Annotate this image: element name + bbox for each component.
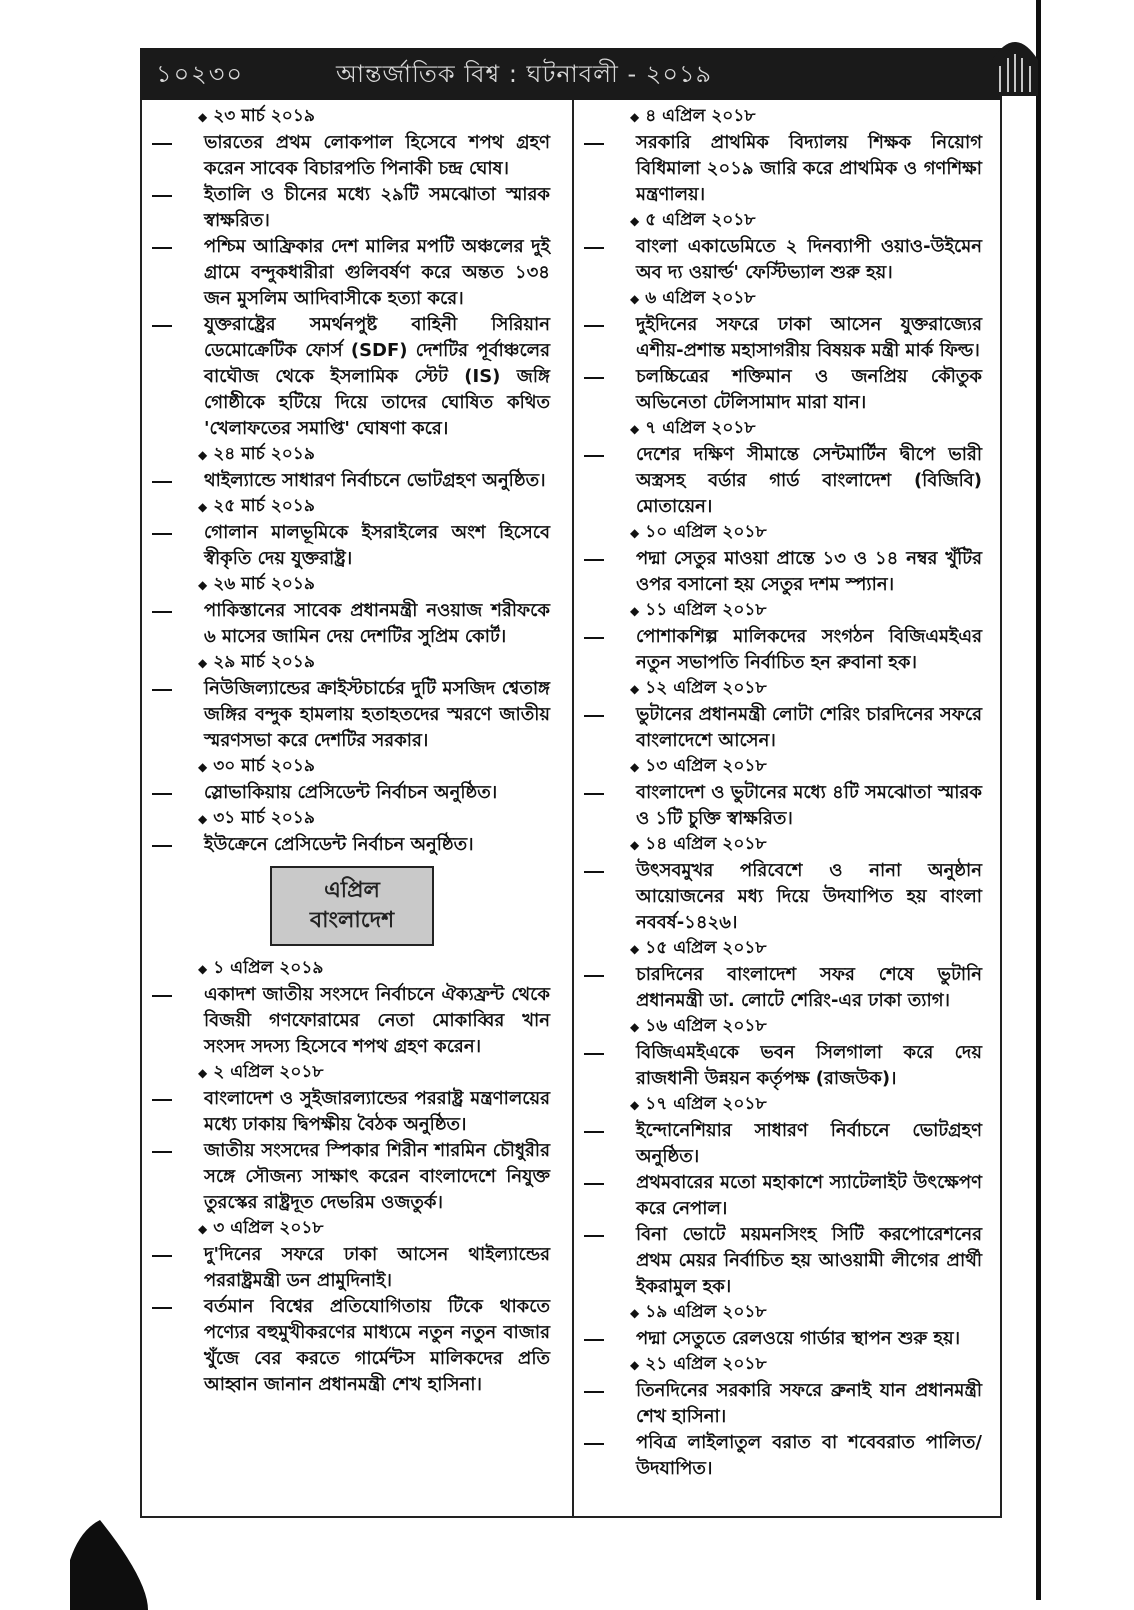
section-heading-box (270, 866, 434, 946)
page-number: ১০২৩০ (156, 60, 244, 88)
entry-date: ◆ ২১ এপ্রিল ২০১৮ (630, 1352, 982, 1378)
event-item (150, 520, 550, 572)
dash-marker (584, 1131, 604, 1133)
dash-marker (152, 325, 172, 327)
dash-marker (152, 143, 172, 145)
event-item (582, 234, 982, 286)
dash-marker (152, 247, 172, 249)
entry-date: ◆ ১৯ এপ্রিল ২০১৮ (630, 1300, 982, 1326)
dash-marker (584, 975, 604, 977)
event-item (582, 442, 982, 520)
event-text: বিজিএমইএকে ভবন সিলগালা করে দেয় রাজধানী উন্নয়ন কর্তৃপক্ষ (রাজউক)। (636, 1042, 982, 1089)
dash-marker (584, 1235, 604, 1237)
event-text: পশ্চিম আফ্রিকার দেশ মালির মপটি অঞ্চলের দুই গ্রামে বন্দুকধারীরা গুলিবর্ষণ করে অন্তত ১৩৪ জন মুসলিম আদিবাসীকে হত্যা করে। (204, 236, 550, 309)
entry-date: ◆ ৩ এপ্রিল ২০১৮ (198, 1216, 550, 1242)
dash-marker (152, 195, 172, 197)
event-text: যুক্তরাষ্ট্রের সমর্থনপুষ্ট বাহিনী সিরিয়ান ডেমোক্রেটিক ফোর্স (SDF) দেশটির পূর্বাঞ্চলের বাঘৌজ থেকে ইসলামিক স্টেট (IS) জঙ্গি গোষ্ঠীকে হটিয়ে দিয়ে তাদের ঘোষিত কথিত 'খেলাফতের সমাপ্তি' ঘোষণা করে। (204, 314, 550, 439)
entry-date: ◆ ৬ এপ্রিল ২০১৮ (630, 286, 982, 312)
column-divider (572, 100, 574, 1518)
event-text: পদ্মা সেতুর মাওয়া প্রান্তে ১৩ ও ১৪ নম্বর খুঁটির ওপর বসানো হয় সেতুর দশম স্প্যান। (636, 548, 982, 595)
dash-marker (152, 1151, 172, 1153)
event-text: একাদশ জাতীয় সংসদে নির্বাচনে ঐক্যফ্রন্ট থেকে বিজয়ী গণফোরামের নেতা মোকাব্বির খান সংসদ সদস্য হিসেবে শপথ গ্রহণ করেন। (204, 984, 550, 1057)
entry-date: ◆ ২ এপ্রিল ২০১৮ (198, 1060, 550, 1086)
entry-date: ◆ ২৩ মার্চ ২০১৯ (198, 104, 550, 130)
entry-date: ◆ ২৬ মার্চ ২০১৯ (198, 572, 550, 598)
dash-marker (584, 637, 604, 639)
left-column (150, 104, 550, 1398)
event-text: পোশাকশিল্প মালিকদের সংগঠন বিজিএমইএর নতুন সভাপতি নির্বাচিত হন রুবানা হক। (636, 626, 982, 673)
event-text: বাংলাদেশ ও সুইজারল্যান্ডের পররাষ্ট্র মন্ত্রণালয়ের মধ্যে ঢাকায় দ্বিপক্ষীয় বৈঠক অনুষ্ঠিত। (204, 1088, 550, 1135)
entry-date: ◆ ৪ এপ্রিল ২০১৮ (630, 104, 982, 130)
entry-date: ◆ ১২ এপ্রিল ২০১৮ (630, 676, 982, 702)
event-text: দু'দিনের সফরে ঢাকা আসেন থাইল্যান্ডের পররাষ্ট্রমন্ত্রী ডন প্রামুদিনাই। (204, 1244, 550, 1291)
event-item (582, 130, 982, 208)
dash-marker (584, 325, 604, 327)
header-ornament-icon (988, 30, 1042, 96)
event-text: পাকিস্তানের সাবেক প্রধানমন্ত্রী নওয়াজ শরীফকে ৬ মাসের জামিন দেয় দেশটির সুপ্রিম কোর্ট। (204, 600, 550, 647)
dash-marker (584, 1391, 604, 1393)
event-text: ইউক্রেনে প্রেসিডেন্ট নির্বাচন অনুষ্ঠিত। (204, 834, 474, 855)
dash-marker (152, 533, 172, 535)
event-item (150, 312, 550, 442)
event-text: জাতীয় সংসদের স্পিকার শিরীন শারমিন চৌধুরীর সঙ্গে সৌজন্য সাক্ষাৎ করেন বাংলাদেশে নিযুক্ত তুরস্কের রাষ্ট্রদূত দেভরিম ওজতুর্ক। (204, 1140, 550, 1213)
event-text: পদ্মা সেতুতে রেলওয়ে গার্ডার স্থাপন শুরু হয়। (636, 1328, 961, 1349)
event-text: ইতালি ও চীনের মধ্যে ২৯টি সমঝোতা স্মারক স্বাক্ষরিত। (204, 184, 550, 231)
dash-marker (584, 455, 604, 457)
event-item (150, 982, 550, 1060)
entry-date: ◆ ৩১ মার্চ ২০১৯ (198, 806, 550, 832)
dash-marker (152, 689, 172, 691)
event-item (582, 1040, 982, 1092)
event-item (150, 130, 550, 182)
entry-date: ◆ ১৫ এপ্রিল ২০১৮ (630, 936, 982, 962)
event-item (582, 1378, 982, 1430)
dash-marker (584, 247, 604, 249)
dash-marker (584, 715, 604, 717)
dash-marker (584, 559, 604, 561)
entry-date: ◆ ২৪ মার্চ ২০১৯ (198, 442, 550, 468)
event-item (150, 182, 550, 234)
event-text: ভারতের প্রথম লোকপাল হিসেবে শপথ গ্রহণ করেন সাবেক বিচারপতি পিনাকী চন্দ্র ঘোষ। (204, 132, 550, 179)
event-item (150, 676, 550, 754)
entry-date: ◆ ১৪ এপ্রিল ২০১৮ (630, 832, 982, 858)
entry-date: ◆ ৫ এপ্রিল ২০১৮ (630, 208, 982, 234)
running-title: আন্তর্জাতিক বিশ্ব : ঘটনাবলী - ২০১৯ (336, 60, 713, 88)
event-text: নিউজিল্যান্ডের ক্রাইস্টচার্চের দুটি মসজিদ শ্বেতাঙ্গ জঙ্গির বন্দুক হামলায় হতাহতদের স্মরণে জাতীয় স্মরণসভা করে দেশটির সরকার। (204, 678, 550, 751)
entry-date: ◆ ১৭ এপ্রিল ২০১৮ (630, 1092, 982, 1118)
event-item (150, 1242, 550, 1294)
dash-marker (584, 1339, 604, 1341)
event-item (150, 1138, 550, 1216)
entry-date: ◆ ২৯ মার্চ ২০১৯ (198, 650, 550, 676)
dash-marker (584, 1443, 604, 1445)
entry-date: ◆ ১৩ এপ্রিল ২০১৮ (630, 754, 982, 780)
section-heading-month: এপ্রিল (324, 878, 380, 903)
event-text: বাংলা একাডেমিতে ২ দিনব্যাপী ওয়াও-উইমেন অব দ্য ওয়ার্ল্ড' ফেস্টিভ্যাল শুরু হয়। (636, 236, 982, 283)
entry-date: ◆ ১৬ এপ্রিল ২০১৮ (630, 1014, 982, 1040)
event-text: ভুটানের প্রধানমন্ত্রী লোটা শেরিং চারদিনের সফরে বাংলাদেশে আসেন। (636, 704, 982, 751)
event-text: চলচ্চিত্রের শক্তিমান ও জনপ্রিয় কৌতুক অভিনেতা টেলিসামাদ মারা যান। (636, 366, 982, 413)
scan-edge-shadow (1036, 0, 1041, 1600)
event-item (582, 702, 982, 754)
event-text: দেশের দক্ষিণ সীমান্তে সেন্টমার্টিন দ্বীপে ভারী অস্ত্রসহ বর্ডার গার্ড বাংলাদেশ (বিজিবি) মোতায়েন। (636, 444, 982, 517)
event-text: বিনা ভোটে ময়মনসিংহ সিটি করপোরেশনের প্রথম মেয়র নির্বাচিত হয় আওয়ামী লীগের প্রার্থী ইকরামুল হক। (636, 1224, 982, 1297)
event-item (582, 364, 982, 416)
page-header (140, 48, 1002, 100)
dash-marker (584, 1053, 604, 1055)
entry-date: ◆ ১১ এপ্রিল ২০১৮ (630, 598, 982, 624)
event-text: বাংলাদেশ ও ভুটানের মধ্যে ৪টি সমঝোতা স্মারক ও ১টি চুক্তি স্বাক্ষরিত। (636, 782, 983, 829)
event-item (150, 1086, 550, 1138)
right-column (582, 104, 982, 1482)
event-text: গোলান মালভূমিকে ইসরাইলের অংশ হিসেবে স্বীকৃতি দেয় যুক্তরাষ্ট্র। (204, 522, 550, 569)
dash-marker (152, 1255, 172, 1257)
entry-date: ◆ ২৫ মার্চ ২০১৯ (198, 494, 550, 520)
entry-date: ◆ ৭ এপ্রিল ২০১৮ (630, 416, 982, 442)
dash-marker (152, 1307, 172, 1309)
event-item (582, 624, 982, 676)
event-item (150, 1294, 550, 1398)
event-text: প্রথমবারের মতো মহাকাশে স্যাটেলাইট উৎক্ষেপণ করে নেপাল। (636, 1172, 982, 1219)
event-item (582, 962, 982, 1014)
dash-marker (584, 1183, 604, 1185)
entry-date: ◆ ৩০ মার্চ ২০১৯ (198, 754, 550, 780)
event-text: উৎসবমুখর পরিবেশে ও নানা অনুষ্ঠান আয়োজনের মধ্য দিয়ে উদযাপিত হয় বাংলা নববর্ষ-১৪২৬। (636, 860, 982, 933)
event-item (582, 1430, 982, 1482)
event-text: স্লোভাকিয়ায় প্রেসিডেন্ট নির্বাচন অনুষ্ঠিত। (204, 782, 498, 803)
event-item (582, 1170, 982, 1222)
event-text: ইন্দোনেশিয়ার সাধারণ নির্বাচনে ভোটগ্রহণ অনুষ্ঠিত। (636, 1120, 982, 1167)
event-item (582, 546, 982, 598)
event-text: পবিত্র লাইলাতুল বরাত বা শবেবরাত পালিত/উদযাপিত। (636, 1432, 982, 1479)
dash-marker (152, 793, 172, 795)
event-item (150, 832, 550, 858)
event-text: দুইদিনের সফরে ঢাকা আসেন যুক্তরাজ্যের এশীয়-প্রশান্ত মহাসাগরীয় বিষয়ক মন্ত্রী মার্ক ফিল্ড। (636, 314, 982, 361)
dash-marker (584, 143, 604, 145)
event-text: তিনদিনের সরকারি সফরে ব্রুনাই যান প্রধানমন্ত্রী শেখ হাসিনা। (636, 1380, 982, 1427)
dash-marker (584, 871, 604, 873)
event-item (582, 1118, 982, 1170)
event-item (150, 598, 550, 650)
event-text: বর্তমান বিশ্বের প্রতিযোগিতায় টিকে থাকতে পণ্যের বহুমুখীকরণের মাধ্যমে নতুন নতুন বাজার খুঁজে বের করতে গার্মেন্টস মালিকদের প্রতি আহ্বান জানান প্রধানমন্ত্রী শেখ হাসিনা। (204, 1296, 550, 1395)
event-item (582, 1222, 982, 1300)
event-item (582, 858, 982, 936)
event-text: থাইল্যান্ডে সাধারণ নির্বাচনে ভোটগ্রহণ অনুষ্ঠিত। (204, 470, 546, 491)
event-item (150, 468, 550, 494)
dash-marker (152, 481, 172, 483)
event-item (582, 780, 982, 832)
event-text: সরকারি প্রাথমিক বিদ্যালয় শিক্ষক নিয়োগ বিধিমালা ২০১৯ জারি করে প্রাথমিক ও গণশিক্ষা মন্ত্রণালয়। (636, 132, 982, 205)
dash-marker (152, 845, 172, 847)
section-heading-country: বাংলাদেশ (309, 908, 395, 933)
dash-marker (152, 611, 172, 613)
event-item (582, 312, 982, 364)
dash-marker (584, 377, 604, 379)
dash-marker (152, 995, 172, 997)
dash-marker (584, 793, 604, 795)
event-item (582, 1326, 982, 1352)
entry-date: ◆ ১ এপ্রিল ২০১৯ (198, 956, 550, 982)
event-text: চারদিনের বাংলাদেশ সফর শেষে ভুটানি প্রধানমন্ত্রী ডা. লোটে শেরিং-এর ঢাকা ত্যাগ। (636, 964, 982, 1011)
entry-date: ◆ ১০ এপ্রিল ২০১৮ (630, 520, 982, 546)
dash-marker (152, 1099, 172, 1101)
event-item (150, 234, 550, 312)
event-item (150, 780, 550, 806)
scan-shadow-blob (70, 1520, 148, 1610)
